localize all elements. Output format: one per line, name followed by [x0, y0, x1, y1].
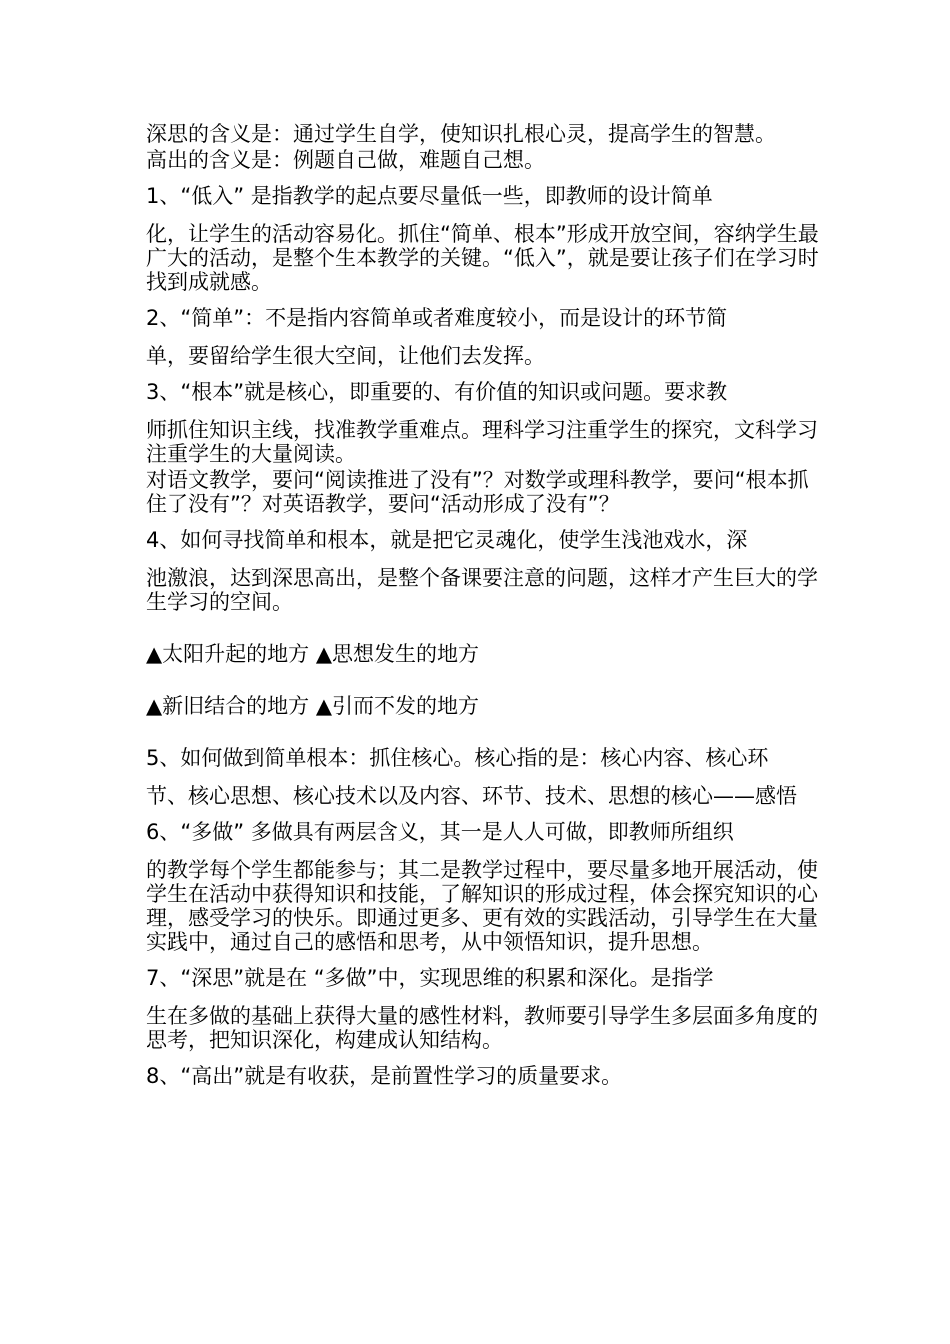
paragraph-questions-text: 对语文教学，要问“阅读推进了没有”？对数学或理科教学，要问“根本抓住了没有”？对英语教学，要问“活动形成了没有”？	[146, 468, 809, 516]
paragraph-2	[146, 148, 826, 172]
item-2-first-line: 2、“简单”：不是指内容简单或者难度较小，而是设计的环节简	[146, 306, 728, 330]
item-7-first-line: 7、“深思”就是在 “多做”中，实现思维的积累和深化。是指学	[146, 966, 714, 990]
item-1-first-line: 1、“低入” 是指教学的起点要尽量低一些，即教师的设计简单	[146, 184, 713, 208]
item-5	[146, 746, 826, 808]
item-4	[146, 528, 826, 614]
item-3-first-line: 3、“根本”就是核心，即重要的、有价值的知识或问题。要求教	[146, 380, 728, 404]
item-2-text: 单，要留给学生很大空间，让他们去发挥。	[146, 344, 545, 368]
document-page	[146, 122, 826, 1088]
item-8	[146, 1064, 826, 1088]
item-1	[146, 184, 826, 294]
item-8-text: 8、“高出”就是有收获，是前置性学习的质量要求。	[146, 1064, 623, 1088]
item-3-text: 师抓住知识主线，找准教学重难点。理科学习注重学生的探究，文科学习注重学生的大量阅读。	[146, 418, 818, 466]
paragraph-questions	[146, 468, 826, 516]
paragraph-1-text: 深思的含义是：通过学生自学，使知识扎根心灵，提高学生的智慧。	[146, 122, 776, 146]
item-6	[146, 820, 826, 954]
paragraph-1	[146, 122, 826, 146]
item-1-text: 化，让学生的活动容易化。抓住“简单、根本”形成开放空间，容纳学生最广大的活动，是整个生本教学的关键。“低入”，就是要让孩子们在学习时找到成就感。	[146, 222, 819, 294]
item-6-first-line: 6、“多做” 多做具有两层含义，其一是人人可做，即教师所组织	[146, 820, 734, 844]
item-7	[146, 966, 826, 1052]
triangle-line-2	[146, 694, 826, 718]
triangle-line-1-text: ▲太阳升起的地方 ▲思想发生的地方	[146, 642, 479, 666]
item-2	[146, 306, 826, 368]
triangle-line-1	[146, 642, 826, 666]
paragraph-2-text: 高出的含义是：例题自己做，难题自己想。	[146, 148, 545, 172]
item-7-text: 生在多做的基础上获得大量的感性材料，教师要引导学生多层面多角度的思考，把知识深化，构建成认知结构。	[146, 1004, 818, 1052]
item-3	[146, 380, 826, 466]
item-5-first-line: 5、如何做到简单根本：抓住核心。核心指的是：核心内容、核心环	[146, 746, 769, 770]
item-4-first-line: 4、如何寻找简单和根本，就是把它灵魂化，使学生浅池戏水，深	[146, 528, 748, 552]
item-6-text: 的教学每个学生都能参与；其二是教学过程中，要尽量多地开展活动，使学生在活动中获得知识和技能，了解知识的形成过程，体会探究知识的心理，感受学习的快乐。即通过更多、更有效的实践活动，引导学生在大量实践中，通过自己的感悟和思考，从中领悟知识，提升思想。	[146, 858, 818, 954]
triangle-line-2-text: ▲新旧结合的地方 ▲引而不发的地方	[146, 694, 479, 718]
item-5-text: 节、核心思想、核心技术以及内容、环节、技术、思想的核心——感悟	[146, 784, 797, 808]
item-4-text: 池激浪，达到深思高出，是整个备课要注意的问题，这样才产生巨大的学生学习的空间。	[146, 566, 818, 614]
